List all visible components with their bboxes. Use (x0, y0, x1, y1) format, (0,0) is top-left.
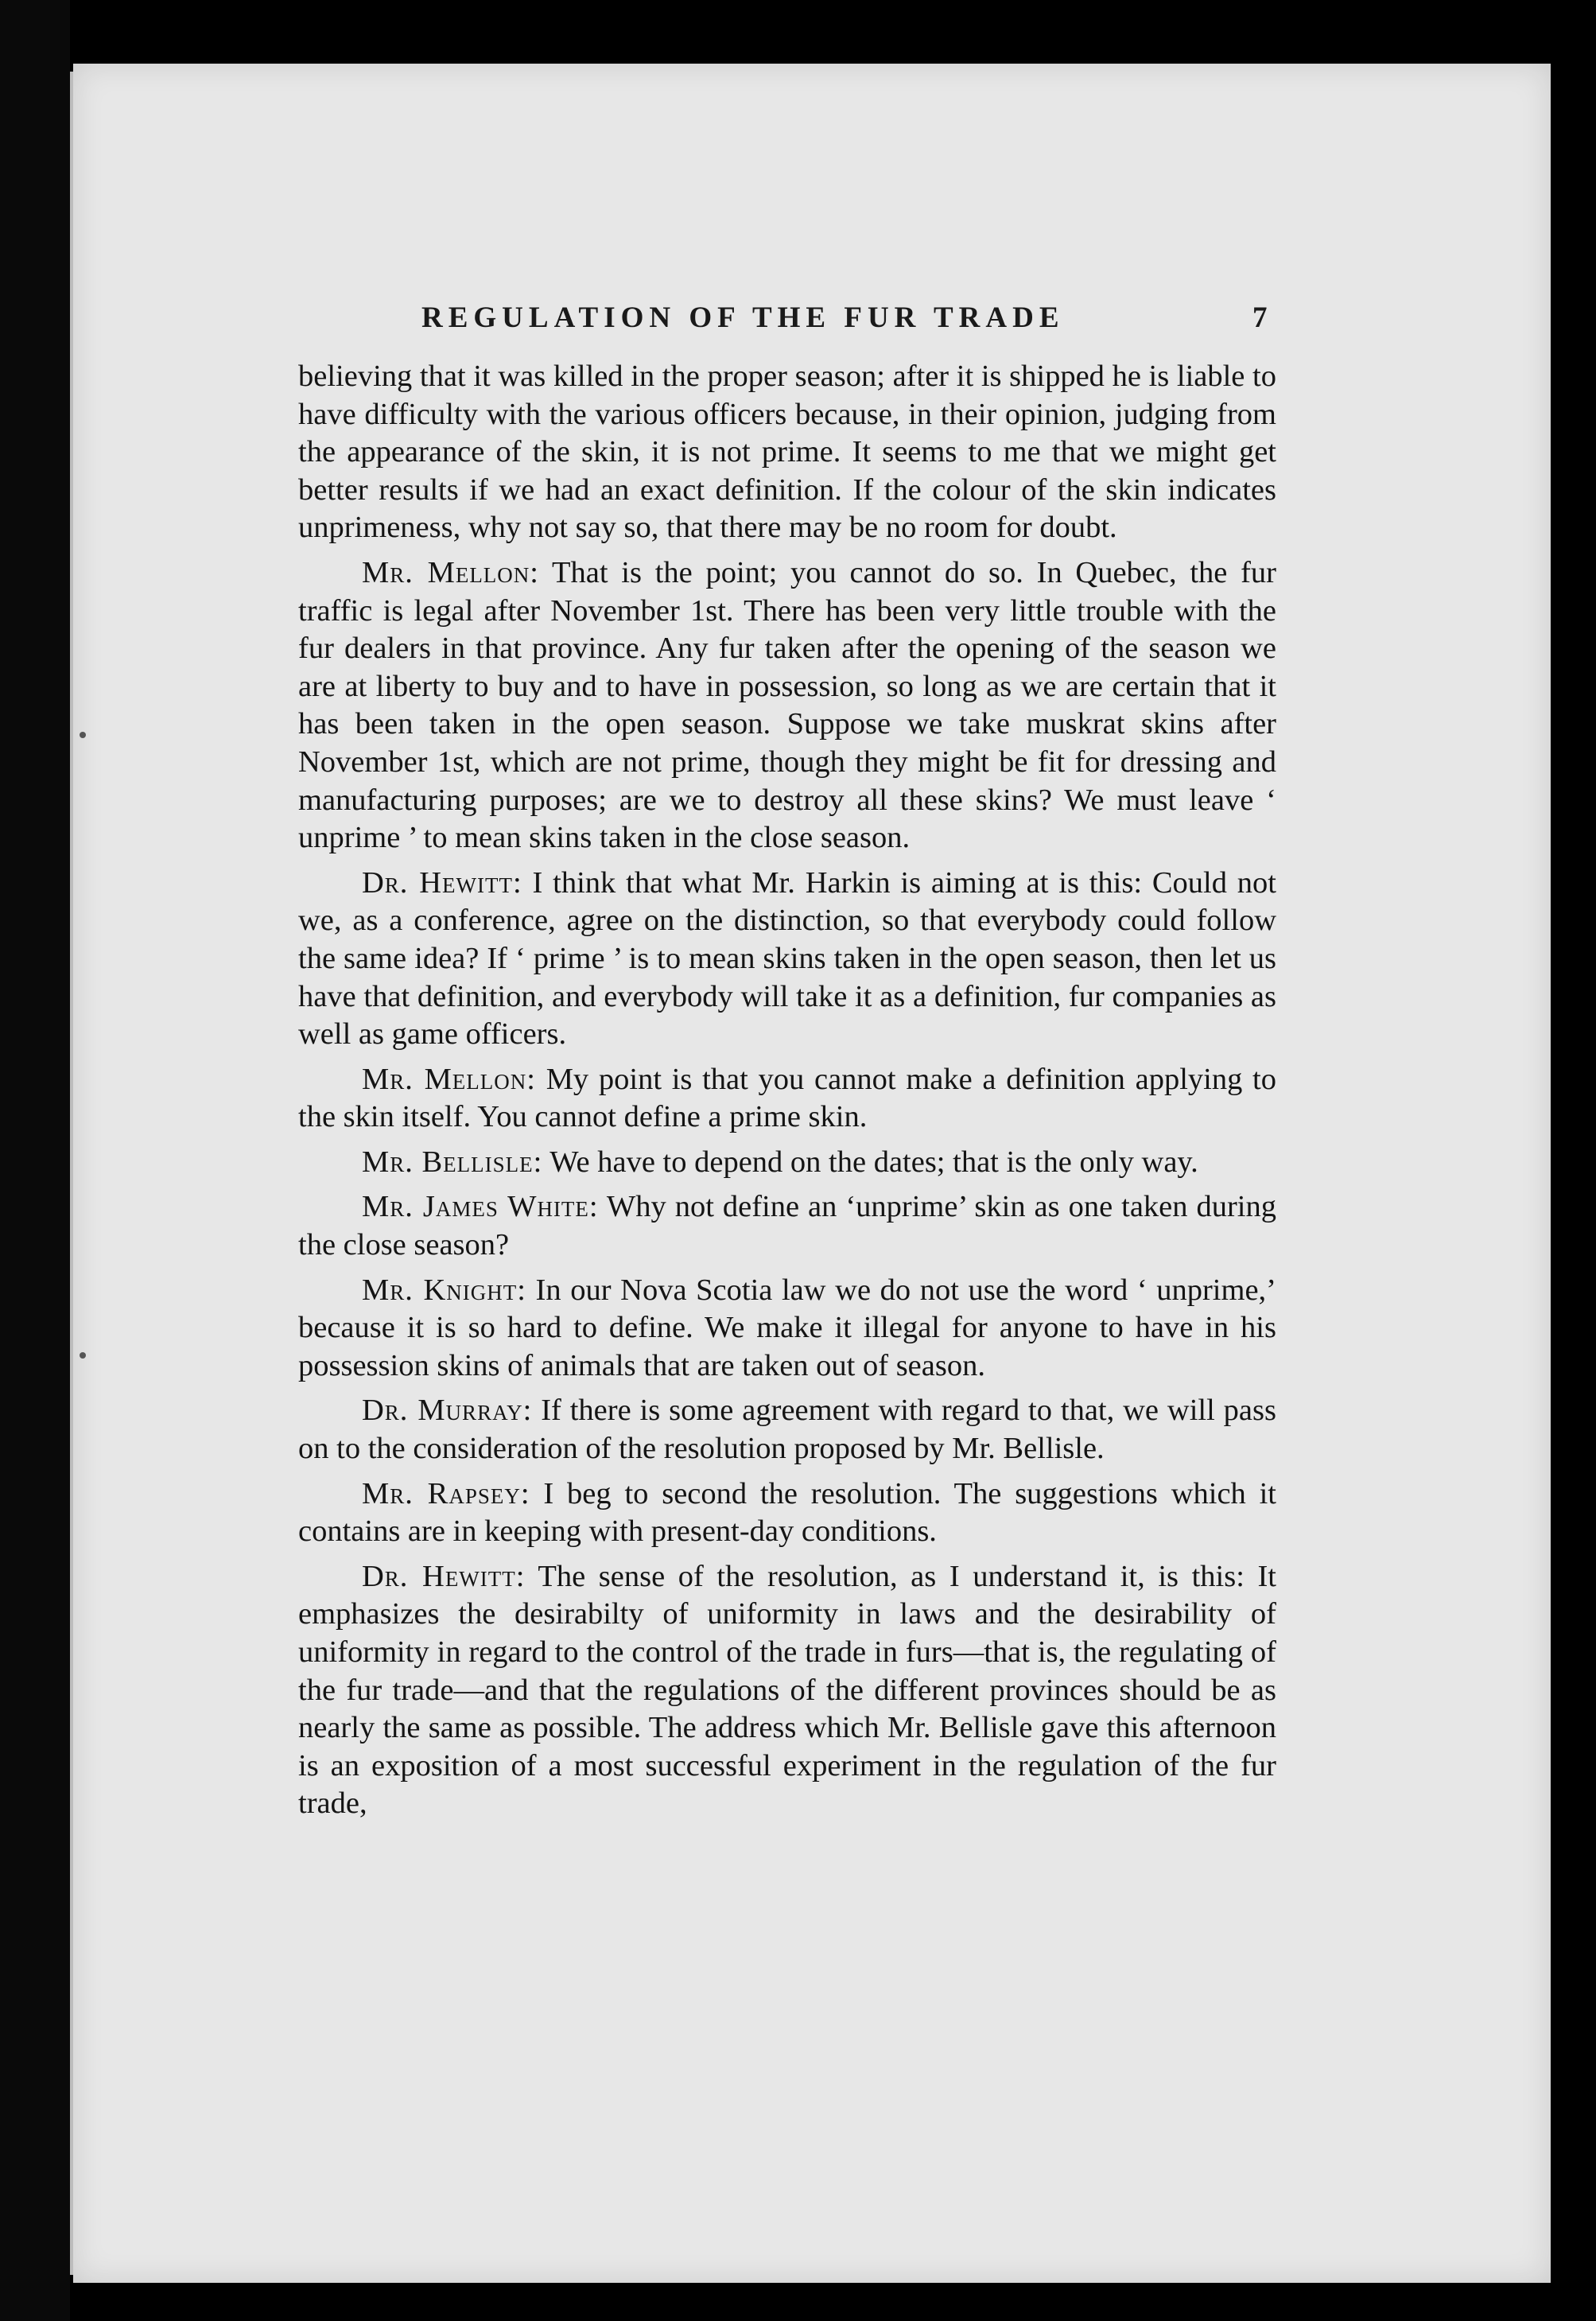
speaker-name: Dr. Murray: (362, 1394, 533, 1428)
page-number: 7 (1252, 301, 1268, 334)
paragraph (298, 1392, 1276, 1468)
paragraph-text: That is the point; you cannot do so. In Quebec, the fur traffic is legal after November 1st. There has been very little trouble with the fur dealers in that province. Any fur taken after the opening of the season we are at liberty to buy and to have in possession, so long as we are certain that it has been taken in the open season. Suppose we take muskrat skins after November 1st, which are not prime, though they might be fit for dressing and manufacturing purposes; are we to destroy all these skins? We must leave ‘ unprime ’ to mean skins taken in the close season. (298, 555, 1276, 855)
paragraph-text: I think that what Mr. Harkin is aiming at is this: Could not we, as a conference, agree on the distinction, so that everybody could follow the same idea? If ‘ prime ’ is to mean skins taken in the open season, then let us have that definition, and everybody will take it as a definition, fur companies as well as game officers. (298, 865, 1277, 1052)
paragraph (298, 1475, 1276, 1551)
paragraph-text: The sense of the resolution, as I understand it, is this: It emphasizes the desirabilty of uniformity in laws and the desirability of uniformity in regard to the control of the trade in furs—that is, the regulating of the fur trade—and that the regulations of the different provinces should be as nearly the same as possible. The address which Mr. Bellisle gave this afternoon is an exposition of a most successful experiment in the regulation of the fur trade, (298, 1559, 1276, 1821)
paragraph (298, 554, 1276, 857)
scan-background (0, 0, 70, 2321)
speaker-name: Mr. Mellon: (362, 1062, 536, 1096)
paragraph-text: We have to depend on the dates; that is the only way. (542, 1145, 1198, 1179)
paragraph (298, 1272, 1276, 1386)
scan-speck (80, 732, 86, 738)
body-text (298, 358, 1276, 1830)
speaker-name: Mr. Bellisle: (362, 1145, 543, 1179)
speaker-name: Mr. Rapsey: (362, 1476, 530, 1510)
paragraph-text: In our Nova Scotia law we do not use the word ‘ unprime,’ because it is so hard to define. We make it illegal for anyone to have in his possession skins of animals that are taken out of season. (298, 1273, 1276, 1382)
paragraph (298, 1558, 1276, 1823)
paragraph (298, 865, 1276, 1054)
paragraph-text: If there is some agreement with regard to that, we will pass on to the consideration of the resolution proposed by Mr. Bellisle. (298, 1394, 1276, 1466)
paragraph-text: My point is that you cannot make a definition applying to the skin itself. You cannot define a prime skin. (298, 1062, 1276, 1134)
speaker-name: Mr. James White: (362, 1190, 599, 1224)
paragraph-text: believing that it was killed in the proper season; after it is shipped he is liable to have difficulty with the various officers because, in their opinion, judging from the appearance of the skin, it is not prime. It seems to me that we might get better results if we had an exact definition. If the colour of the skin indicates unprimeness, why not say so, that there may be no room for doubt. (298, 360, 1276, 545)
speaker-name: Mr. Knight: (362, 1273, 526, 1307)
paragraph (298, 1061, 1276, 1137)
speaker-name: Dr. Hewitt: (362, 1559, 526, 1593)
speaker-name: Mr. Mellon: (362, 555, 539, 589)
speaker-name: Dr. Hewitt: (362, 865, 522, 900)
paragraph (298, 1144, 1276, 1182)
paragraph (298, 358, 1276, 547)
running-header: REGULATION OF THE FUR TRADE (421, 301, 1065, 334)
paragraph-text: Why not define an ‘unprime’ skin as one taken during the close season? (298, 1190, 1276, 1262)
paragraph-text: I beg to second the resolution. The suggestions which it contains are in keeping with present-day conditions. (298, 1476, 1277, 1549)
paragraph (298, 1188, 1276, 1264)
scan-speck (80, 1352, 86, 1359)
